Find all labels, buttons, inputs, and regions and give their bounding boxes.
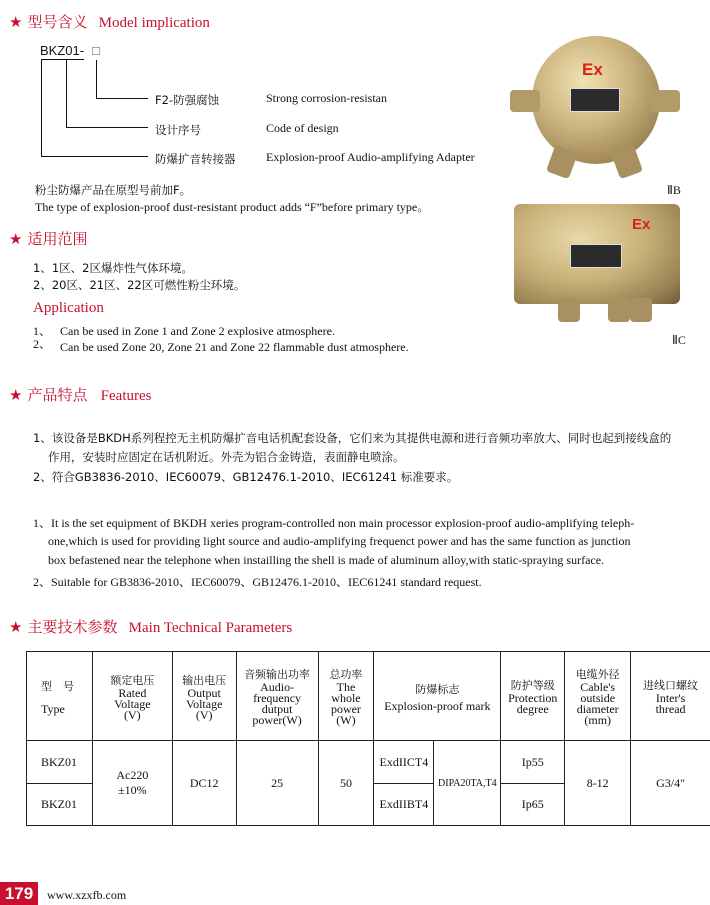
feature-en-line: one,which is used for providing light source and audio-amplifying frequenct power and has the same function as junction: [48, 534, 631, 548]
header-en: degree: [516, 702, 549, 716]
rated-voltage-cell: [92, 741, 172, 826]
model-box: □: [92, 43, 100, 58]
type-cell: BKZ01: [27, 784, 93, 826]
table-row: [27, 741, 710, 784]
rated-tolerance: ±10%: [118, 783, 147, 797]
header-en: Cable's: [580, 680, 616, 694]
mark-cell: ExdIIBT4: [374, 784, 434, 826]
header-cell: [92, 652, 172, 741]
section-application-heading: [9, 228, 88, 249]
header-en: Type: [41, 701, 65, 716]
header-en: power: [330, 702, 361, 716]
header-cn: 额定电压: [110, 673, 155, 687]
model-code-text: BKZ01-: [40, 43, 85, 58]
header-cell: [236, 652, 318, 741]
application-cn-item: 2、20区、21区、22区可燃性粉尘环境。: [33, 278, 246, 292]
model-row-en: Strong corrosion-resistan: [266, 91, 387, 105]
product-photo-iic: [510, 198, 685, 328]
mark-cell: ExdIICT4: [374, 741, 434, 784]
star-icon: ★: [9, 618, 23, 636]
header-cell: [172, 652, 236, 741]
output-voltage-cell: DC12: [172, 741, 236, 826]
bracket-line: [66, 60, 67, 128]
audio-power-cell: 25: [236, 741, 318, 826]
parameters-heading-cn: 主要技术参数: [27, 618, 118, 636]
dust-note-cn: 粉尘防爆产品在原型号前加F。: [35, 183, 192, 197]
application-heading-en: Application: [33, 300, 104, 316]
product-photo-iib: [510, 28, 680, 183]
bracket-line: [96, 98, 148, 99]
header-cn: 防爆标志: [415, 682, 460, 696]
bracket-line: [66, 127, 148, 128]
ex-mark: Ex: [582, 60, 603, 79]
whole-power-cell: 50: [318, 741, 374, 826]
model-heading-cn: 型号含义: [27, 13, 88, 31]
feature-cn-line: 作用，安装时应固定在话机附近。外壳为铝合金铸造，表面静电喷涂。: [48, 450, 405, 464]
header-cn: 进线口螺纹: [643, 679, 699, 692]
dust-note-en: The type of explosion-proof dust-resistant product adds “F”before primary type。: [35, 200, 430, 214]
header-en: (V): [195, 707, 213, 722]
item-number: 1、: [33, 324, 52, 338]
star-icon: ★: [9, 13, 23, 31]
application-cn-item: 1、1区、2区爆炸性气体环境。: [33, 261, 193, 275]
header-en: The: [336, 680, 356, 694]
header-en: Rated: [118, 685, 147, 700]
header-cn: 防护等级: [510, 679, 555, 692]
header-en: (V): [124, 707, 141, 722]
header-en: whole: [331, 691, 361, 705]
header-cn: 音频输出功率: [244, 668, 311, 681]
header-en: Protection: [508, 691, 558, 705]
feature-en-line: 2、Suitable for GB3836-2010、IEC60079、GB12476.1-2010、IEC61241 standard request.: [33, 575, 482, 589]
page-number: 179: [0, 882, 38, 905]
header-cn: 型 号: [41, 679, 74, 693]
ex-mark: Ex: [632, 216, 651, 233]
parameters-table: [26, 651, 710, 826]
bracket-line: [41, 156, 148, 157]
protection-cell: Ip55: [501, 741, 565, 784]
feature-en-line: 1、It is the set equipment of BKDH xeries program-controlled non main processor explosion-proof audio-amplifying teleph-: [33, 516, 635, 530]
header-en: Voltage: [185, 696, 223, 711]
features-heading-en: Features: [100, 388, 152, 404]
application-en-item: [33, 338, 409, 355]
header-en: (mm): [584, 713, 612, 727]
rated-value: Ac220: [116, 768, 149, 782]
feature-cn-line: 1、该设备是BKDH系列程控无主机防爆扩音电话机配套设备，它们来为其提供电源和进行音频功率放大、同时也起到接线盒的: [33, 431, 672, 445]
star-icon: ★: [9, 386, 23, 404]
model-row-en: Code of design: [266, 121, 339, 135]
thread-cell: G3/4″: [631, 741, 710, 826]
model-row-cn: F2-防强腐蚀: [155, 93, 220, 107]
header-en: Inter's: [655, 691, 686, 705]
header-en: outside: [580, 691, 616, 705]
header-cell: [318, 652, 374, 741]
bracket-line: [96, 60, 97, 99]
header-en: dutput: [261, 702, 293, 716]
header-cell: [565, 652, 631, 741]
parameters-heading-en: Main Technical Parameters: [128, 620, 293, 636]
cable-cell: 8-12: [565, 741, 631, 826]
item-text: Can be used in Zone 1 and Zone 2 explosive atmosphere.: [60, 324, 335, 338]
item-number: 2、: [33, 337, 52, 351]
footer-url: www.xzxfb.com: [47, 888, 127, 902]
header-en: diameter: [576, 702, 619, 716]
feature-cn-line: 2、符合GB3836-2010、IEC60079、GB12476.1-2010、IEC61241 标准要求。: [33, 470, 459, 484]
bracket-line: [41, 59, 84, 60]
bracket-line: [41, 60, 42, 157]
header-en: power(W): [252, 713, 302, 727]
model-heading-en: Model implication: [98, 15, 210, 31]
header-cell: [631, 652, 710, 741]
header-cell: [374, 652, 501, 741]
section-parameters-heading: [9, 616, 292, 637]
model-row-cn: 设计序号: [155, 123, 201, 137]
model-row-cn: 防爆扩音转接器: [155, 152, 236, 166]
photo-label-iic: ⅡC: [672, 333, 686, 347]
header-cn: 总功率: [329, 668, 363, 681]
features-heading-cn: 产品特点: [27, 386, 88, 404]
header-en: Output: [187, 685, 221, 700]
table-header-row: [27, 652, 710, 741]
model-row-en: Explosion-proof Audio-amplifying Adapter: [266, 150, 475, 164]
protection-cell: Ip65: [501, 784, 565, 826]
dipa-cell: DIPA20TA,T4: [434, 741, 501, 826]
header-en: (W): [336, 713, 356, 727]
application-heading-cn: 适用范围: [27, 230, 88, 248]
header-cell: [27, 652, 93, 741]
model-code: [40, 43, 100, 58]
header-en: Voltage: [114, 696, 151, 711]
application-en-item: [33, 322, 335, 339]
type-cell: BKZ01: [27, 741, 93, 784]
header-cell: [501, 652, 565, 741]
item-text: Can be used Zone 20, Zone 21 and Zone 22 flammable dust atmosphere.: [60, 340, 409, 354]
feature-en-line: box befastened near the telephone when instailling the shell is made of aluminum alloy,with static-spraying surface.: [48, 553, 605, 567]
header-en: thread: [655, 702, 686, 716]
photo-label-iib: ⅡB: [667, 183, 681, 197]
section-features-heading: [9, 384, 151, 405]
header-en: Explosion-proof mark: [384, 698, 491, 713]
header-cn: 输出电压: [182, 673, 227, 687]
header-cn: 电缆外径: [575, 668, 620, 681]
header-en: frequency: [253, 691, 302, 705]
section-model-heading: [9, 11, 210, 32]
header-en: Audio-: [260, 680, 295, 694]
star-icon: ★: [9, 230, 23, 248]
